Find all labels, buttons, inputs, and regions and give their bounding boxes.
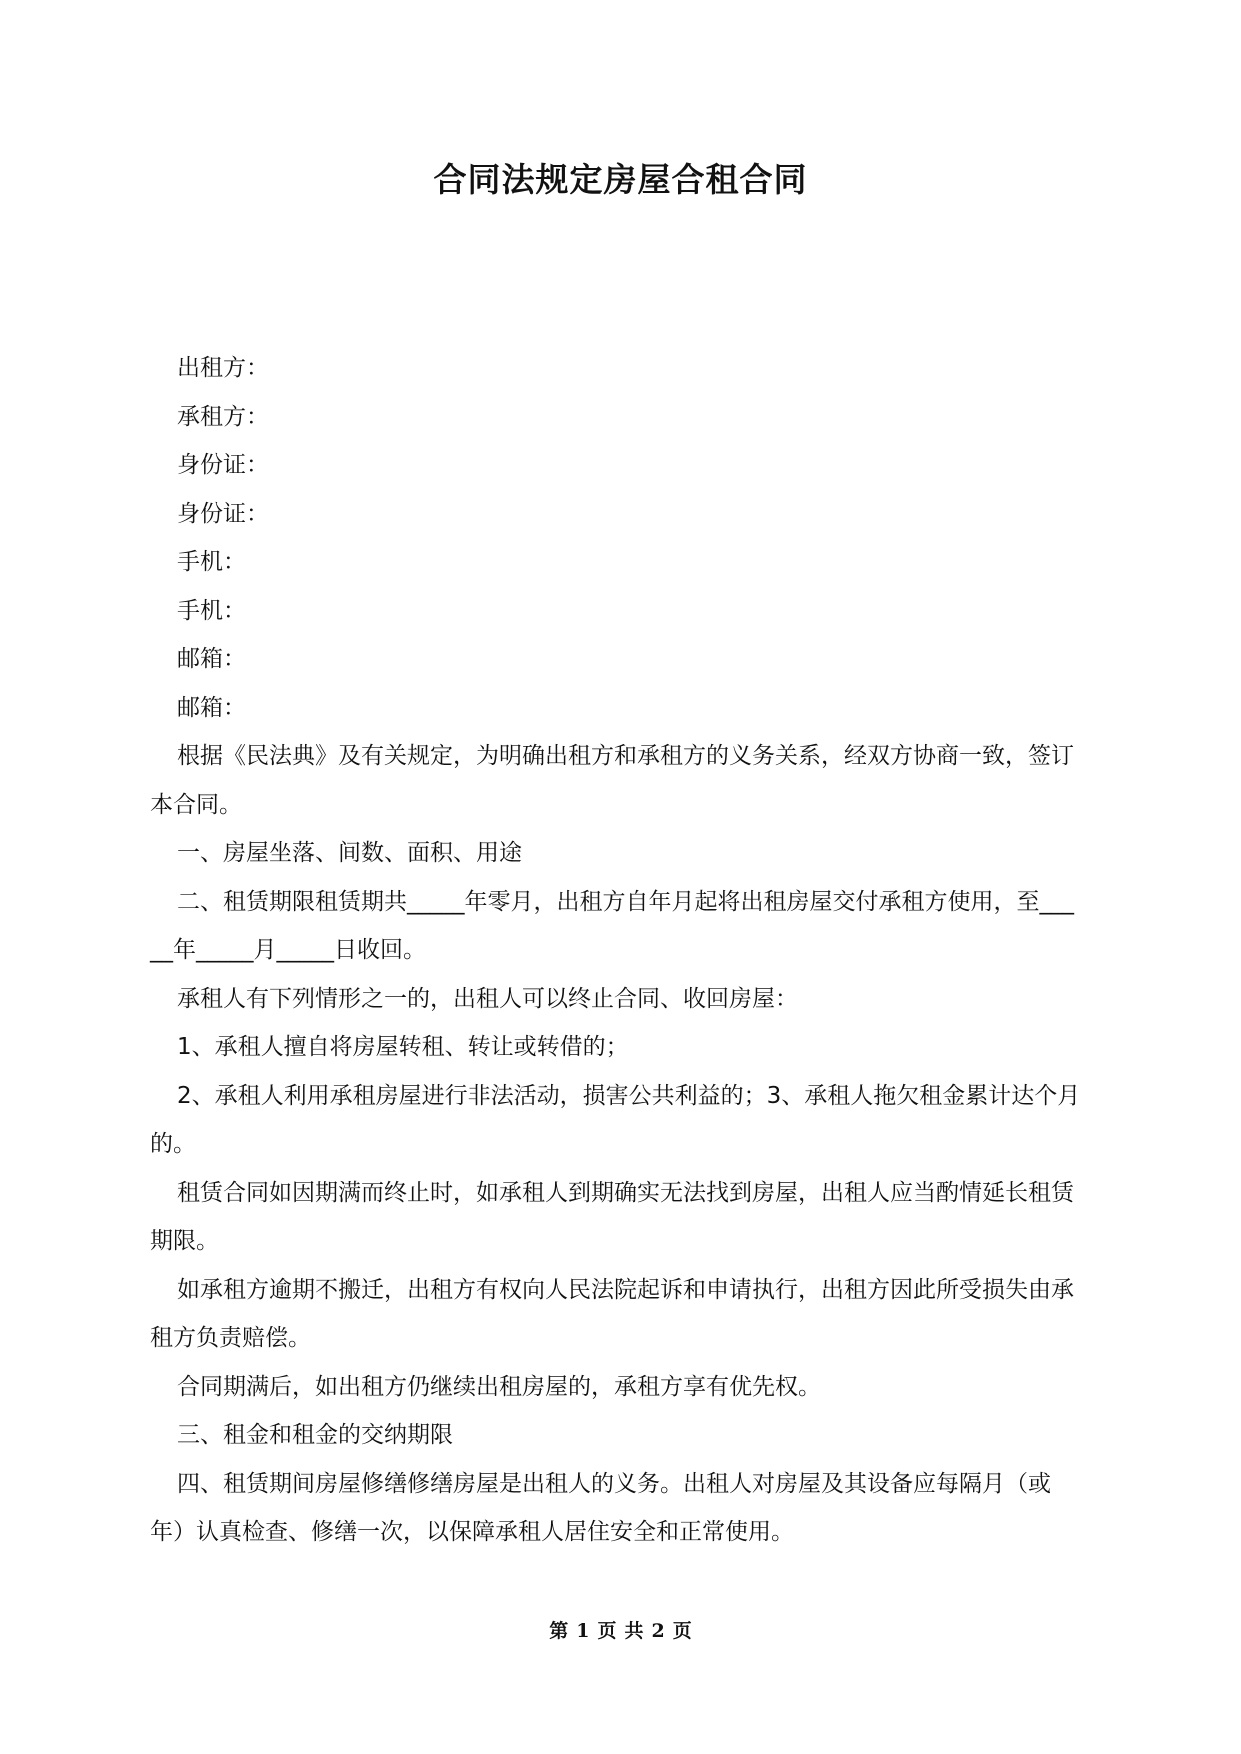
page-footer bbox=[0, 1617, 1241, 1645]
section-heading-1: 一、房屋坐落、间数、面积、用途 bbox=[177, 840, 522, 866]
list-item-2-3: 2、承租人利用承租房屋进行非法活动，损害公共利益的；3、承租人拖欠租金累计达个月的。 bbox=[150, 1082, 1081, 1157]
footer-label-ye: 页 bbox=[597, 1620, 617, 1642]
section-heading-3: 三、租金和租金的交纳期限 bbox=[177, 1422, 453, 1448]
footer-label-ye2: 页 bbox=[672, 1620, 692, 1642]
section-lease-term: 二、租赁期限租赁期共_____年零月，出租方自年月起将出租房屋交付承租方使用，至_____年_____月_____日收回。 bbox=[150, 888, 1074, 963]
paragraph-priority-right: 合同期满后，如出租方仍继续出租房屋的，承租方享有优先权。 bbox=[177, 1373, 821, 1400]
paragraph-preamble: 根据《民法典》及有关规定，为明确出租方和承租方的义务关系，经双方协商一致，签订本合同。 bbox=[150, 743, 1074, 818]
footer-current-page: 1 bbox=[576, 1620, 590, 1642]
field-id-card-1: 身份证： bbox=[177, 452, 269, 478]
footer-label-gong: 共 bbox=[624, 1620, 644, 1642]
field-lessee: 承租方： bbox=[177, 403, 269, 430]
section-repairs: 四、租赁期间房屋修缮修缮房屋是出租人的义务。出租人对房屋及其设备应每隔月（或年）认真检查、修缮一次，以保障承租人居住安全和正常使用。 bbox=[150, 1470, 1051, 1545]
document-title: 合同法规定房屋合租合同 bbox=[433, 160, 808, 199]
paragraph-overdue-move: 如承租方逾期不搬迁，出租方有权向人民法院起诉和申请执行，出租方因此所受损失由承租方负责赔偿。 bbox=[150, 1276, 1074, 1351]
field-phone-1: 手机： bbox=[177, 549, 246, 575]
field-lessor: 出租方： bbox=[177, 355, 269, 381]
field-email-2: 邮箱： bbox=[177, 694, 246, 721]
list-item-1: 1、承租人擅自将房屋转租、转让或转借的； bbox=[177, 1034, 629, 1060]
paragraph-expiry-extension: 租赁合同如因期满而终止时，如承租人到期确实无法找到房屋，出租人应当酌情延长租赁期限。 bbox=[150, 1179, 1074, 1254]
footer-total-pages: 2 bbox=[651, 1620, 665, 1642]
paragraph-termination-intro: 承租人有下列情形之一的，出租人可以终止合同、收回房屋： bbox=[177, 985, 798, 1012]
field-email-1: 邮箱： bbox=[177, 646, 246, 672]
field-id-card-2: 身份证： bbox=[177, 500, 269, 527]
footer-label-di: 第 bbox=[549, 1620, 569, 1642]
field-phone-2: 手机： bbox=[177, 597, 246, 624]
document-body bbox=[150, 344, 1085, 1557]
